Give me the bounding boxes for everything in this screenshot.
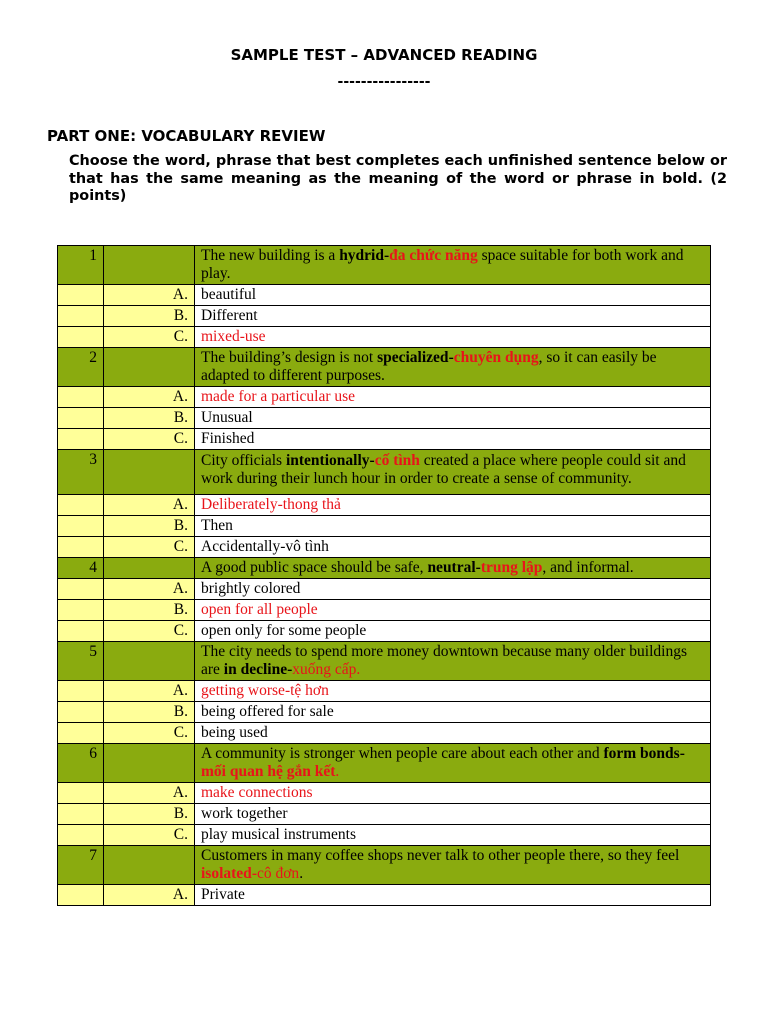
option-letter: B.	[104, 804, 195, 825]
correct-option-text: make connections	[195, 783, 711, 804]
option-row	[58, 495, 711, 516]
option-row	[58, 579, 711, 600]
correct-option-text: made for a particular use	[195, 387, 711, 408]
option-row	[58, 723, 711, 744]
vocabulary-table	[57, 245, 711, 906]
translation: cố tình	[374, 452, 420, 469]
question-row	[58, 246, 711, 285]
key-term: hydrid	[339, 247, 384, 264]
question-number: 5	[58, 642, 104, 681]
empty-cell	[104, 246, 195, 285]
option-text: being offered for sale	[195, 702, 711, 723]
option-text: Different	[195, 306, 711, 327]
part-heading: PART ONE: VOCABULARY REVIEW	[47, 127, 326, 145]
question-stem: The new building is a hydrid-đa chức năng space suitable for both work and play.	[195, 246, 711, 285]
option-text: beautiful	[195, 285, 711, 306]
empty-cell	[104, 558, 195, 579]
option-letter: A.	[104, 783, 195, 804]
question-number: 1	[58, 246, 104, 285]
option-row	[58, 885, 711, 906]
translation: đa chức năng	[389, 247, 478, 264]
question-stem: Customers in many coffee shops never talk to other people there, so they feel isolated-cô đơn.	[195, 846, 711, 885]
empty-cell	[104, 348, 195, 387]
option-letter: B.	[104, 408, 195, 429]
translation: cô đơn	[256, 865, 300, 882]
option-text: Unusual	[195, 408, 711, 429]
correct-option-text: getting worse-tệ hơn	[195, 681, 711, 702]
question-stem: The city needs to spend more money downtown because many older buildings are in decline-xuống cấp.	[195, 642, 711, 681]
question-stem: The building’s design is not specialized-chuyên dụng, so it can easily be adapted to different purposes.	[195, 348, 711, 387]
correct-option-text: Deliberately-thong thả	[195, 495, 711, 516]
option-letter: B.	[104, 600, 195, 621]
option-row	[58, 825, 711, 846]
option-letter: A.	[104, 285, 195, 306]
option-row	[58, 306, 711, 327]
question-number: 6	[58, 744, 104, 783]
option-row	[58, 408, 711, 429]
option-row	[58, 285, 711, 306]
key-term: form bonds	[603, 745, 680, 762]
option-row	[58, 702, 711, 723]
option-letter: C.	[104, 327, 195, 348]
option-letter: A.	[104, 579, 195, 600]
option-row	[58, 621, 711, 642]
option-letter: C.	[104, 621, 195, 642]
translation: chuyên dụng	[453, 349, 539, 366]
option-row	[58, 516, 711, 537]
key-term: in decline	[223, 661, 288, 678]
translation: xuống cấp	[292, 661, 357, 678]
option-text: being used	[195, 723, 711, 744]
option-text: open only for some people	[195, 621, 711, 642]
option-text: brightly colored	[195, 579, 711, 600]
option-letter: C.	[104, 825, 195, 846]
question-number: 3	[58, 450, 104, 495]
correct-option-text: open for all people	[195, 600, 711, 621]
option-letter: A.	[104, 885, 195, 906]
option-letter: B.	[104, 306, 195, 327]
key-term: neutral	[427, 559, 476, 576]
option-letter: B.	[104, 516, 195, 537]
key-term: isolated	[201, 865, 252, 882]
question-number: 7	[58, 846, 104, 885]
option-text: Then	[195, 516, 711, 537]
question-stem: A good public space should be safe, neutral-trung lập, and informal.	[195, 558, 711, 579]
option-row	[58, 783, 711, 804]
translation: mối quan hệ gắn kết	[201, 763, 336, 780]
key-term: specialized	[377, 349, 449, 366]
question-stem: City officials intentionally-cố tình created a place where people could sit and work during their lunch hour in order to create a sense of community.	[195, 450, 711, 495]
question-row	[58, 558, 711, 579]
empty-cell	[104, 846, 195, 885]
translation: trung lập	[480, 559, 543, 576]
question-stem: A community is stronger when people care about each other and form bonds-mối quan hệ gắn kết.	[195, 744, 711, 783]
question-row	[58, 846, 711, 885]
option-row	[58, 600, 711, 621]
option-letter: A.	[104, 681, 195, 702]
option-letter: C.	[104, 537, 195, 558]
option-row	[58, 804, 711, 825]
title-underline: ----------------	[337, 74, 431, 90]
question-row	[58, 744, 711, 783]
question-number: 4	[58, 558, 104, 579]
option-row	[58, 327, 711, 348]
option-row	[58, 429, 711, 450]
empty-cell	[104, 642, 195, 681]
option-text: work together	[195, 804, 711, 825]
page-title: SAMPLE TEST – ADVANCED READING	[230, 46, 538, 64]
option-letter: B.	[104, 702, 195, 723]
correct-option-text: mixed-use	[195, 327, 711, 348]
question-row	[58, 450, 711, 495]
option-letter: C.	[104, 429, 195, 450]
option-text: Accidentally-vô tình	[195, 537, 711, 558]
empty-cell	[104, 450, 195, 495]
key-term: intentionally	[285, 452, 370, 469]
option-text: Private	[195, 885, 711, 906]
question-row	[58, 348, 711, 387]
option-letter: A.	[104, 387, 195, 408]
option-row	[58, 537, 711, 558]
option-text: play musical instruments	[195, 825, 711, 846]
option-letter: A.	[104, 495, 195, 516]
question-number: 2	[58, 348, 104, 387]
option-row	[58, 681, 711, 702]
option-text: Finished	[195, 429, 711, 450]
option-letter: C.	[104, 723, 195, 744]
empty-cell	[104, 744, 195, 783]
question-row	[58, 642, 711, 681]
instructions: Choose the word, phrase that best completes each unfinished sentence below or that has the same meaning as the meaning of the word or phrase in bold. (2 points)	[69, 153, 727, 204]
option-row	[58, 387, 711, 408]
